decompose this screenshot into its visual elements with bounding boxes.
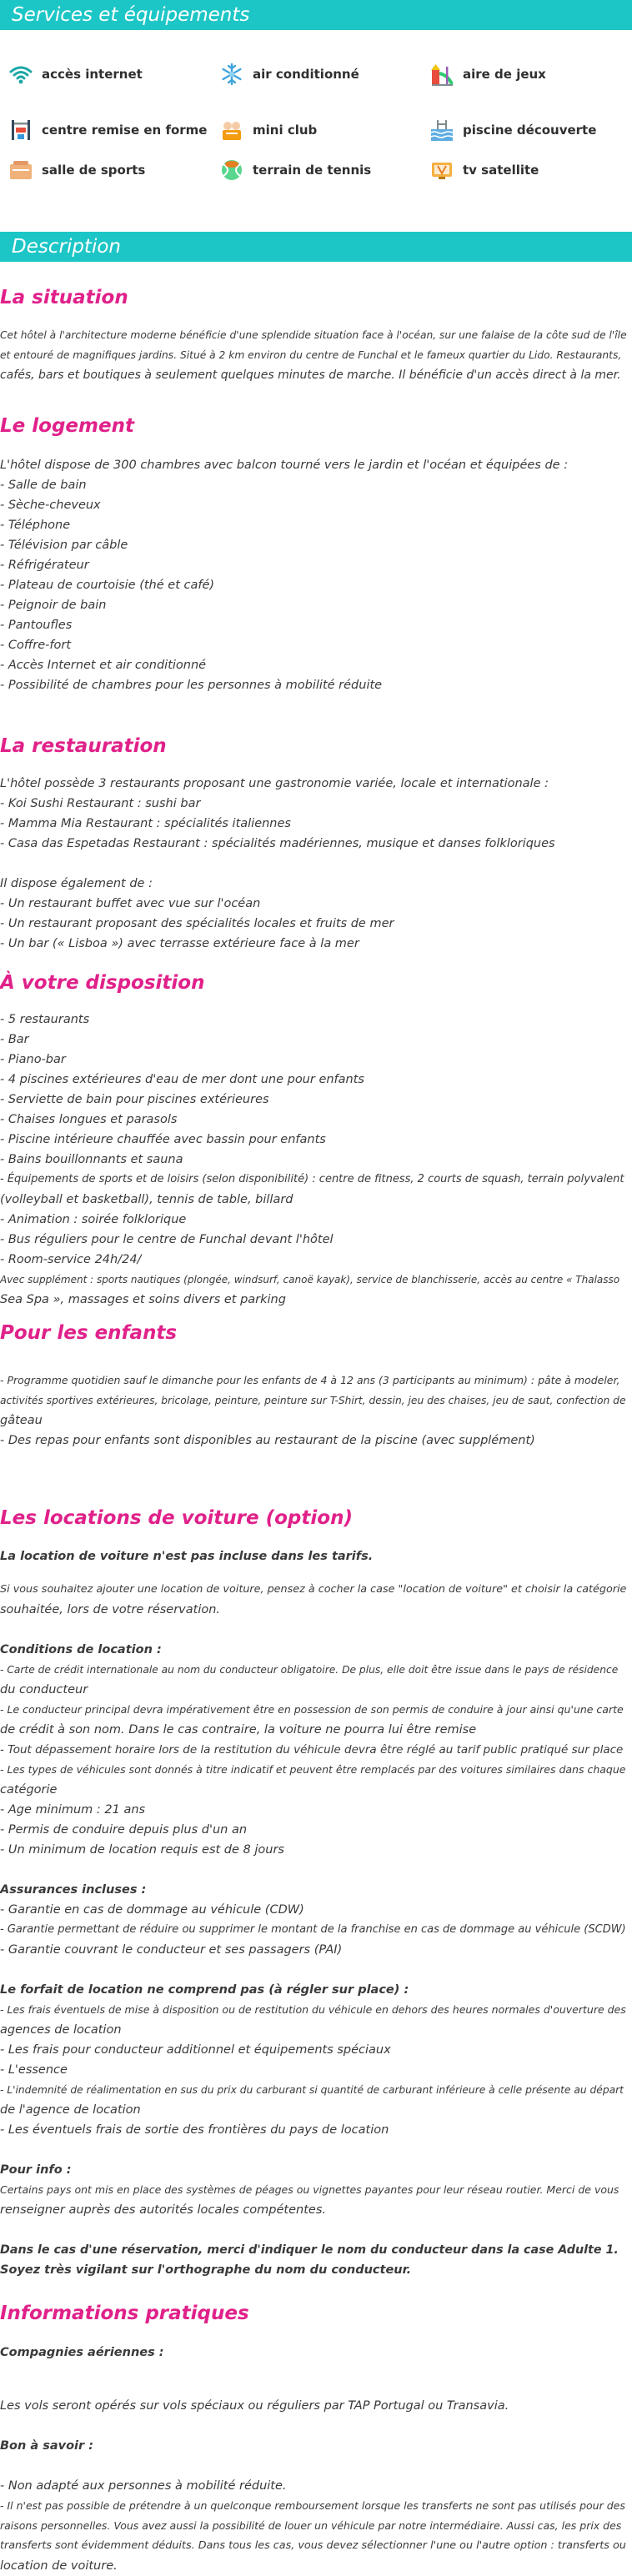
section-body-restauration xyxy=(0,774,627,954)
text-line: - Équipements de sports et de loisirs (selon disponibilité) : centre de fitness, 2 courts de squash, terrain polyvalent xyxy=(0,1173,624,1185)
description-title: Description xyxy=(12,236,121,258)
service-item-fitness xyxy=(8,118,207,143)
text-line: - Accès Internet et air conditionné xyxy=(0,659,207,672)
subheading-assurances: Assurances incluses : xyxy=(0,1883,147,1897)
text-line: Si vous souhaitez ajouter une location de voiture, pensez à cocher la case "location de voiture" et choisir la catégorie xyxy=(0,1583,627,1596)
sports-hall-icon xyxy=(8,158,33,183)
service-item-playground xyxy=(429,62,546,87)
services-title: Services et équipements xyxy=(12,4,250,26)
text-line: - Les frais éventuels de mise à disposition ou de restitution du véhicule en dehors des heures normales d'ouverture des xyxy=(0,2003,626,2016)
text-line: - Garantie couvrant le conducteur et ses passagers (PAI) xyxy=(0,1943,343,1957)
text-line: - Carte de crédit internationale au nom du conducteur obligatoire. De plus, elle doit être issue dans le pays de résidence xyxy=(0,1664,619,1676)
service-item-ac xyxy=(219,62,359,87)
text-line: - Télévision par câble xyxy=(0,539,128,552)
text-line: - 5 restaurants xyxy=(0,1013,90,1026)
text-line: - Non adapté aux personnes à mobilité réduite. xyxy=(0,2479,287,2493)
service-label: air conditionné xyxy=(253,67,359,82)
text-line: - Des repas pour enfants sont disponibles au restaurant de la piscine (avec supplément) xyxy=(0,1434,535,1447)
subheading-conditions: Conditions de location : xyxy=(0,1643,162,1656)
snowflake-icon xyxy=(219,62,244,87)
text-line: transferts sont évidemment déduits. Dans tous les cas, vous devez sélectionner l'une ou l'autre option : transferts ou xyxy=(0,2539,626,2552)
pool-icon xyxy=(429,118,454,143)
text-line: - Réfrigérateur xyxy=(0,559,89,572)
service-label: piscine découverte xyxy=(463,123,597,138)
service-label: tv satellite xyxy=(463,163,539,178)
text-line: souhaitée, lors de votre réservation. xyxy=(0,1603,221,1616)
section-title-disposition: À votre disposition xyxy=(0,972,205,994)
tv-icon xyxy=(429,158,454,183)
text-line: - Animation : soirée folklorique xyxy=(0,1213,187,1226)
text-line: - Casa das Espetadas Restaurant : spécialités madériennes, musique et danses folkloriques xyxy=(0,837,555,850)
text-line: - Peignoir de bain xyxy=(0,599,107,612)
text-line: - Serviette de bain pour piscines extérieures xyxy=(0,1093,269,1106)
fitness-icon xyxy=(8,118,33,143)
text-line-bold: Dans le cas d'une réservation, merci d'indiquer le nom du conducteur dans la case Adulte 1. xyxy=(0,2243,619,2257)
text-line: gâteau xyxy=(0,1414,43,1427)
text-line: cafés, bars et boutiques à seulement quelques minutes de marche. Il bénéficie d'un accès direct à la mer. xyxy=(0,368,621,382)
text-line: - Permis de conduire depuis plus d'un an xyxy=(0,1823,248,1837)
text-line: Sea Spa », massages et soins divers et parking xyxy=(0,1293,286,1306)
text-line: de l'agence de location xyxy=(0,2103,141,2117)
text-line: - Téléphone xyxy=(0,519,71,532)
service-item-tennis xyxy=(219,158,371,183)
text-line: activités sportives extérieures, bricolage, peinture, peinture sur T-Shirt, dessin, jeu des chaises, jeu de saut, confection de xyxy=(0,1395,626,1406)
subheading-savoir: Bon à savoir : xyxy=(0,2439,94,2453)
text-line: - Un bar (« Lisboa ») avec terrasse extérieure face à la mer xyxy=(0,937,359,950)
section-title-situation: La situation xyxy=(0,287,128,308)
text-line: - Bar xyxy=(0,1033,29,1046)
text-line: - Pantoufles xyxy=(0,619,73,632)
text-line: - Piano-bar xyxy=(0,1053,66,1066)
wifi-icon xyxy=(8,62,33,87)
section-title-pratiques: Informations pratiques xyxy=(0,2303,249,2324)
text-line: Avec supplément : sports nautiques (plongée, windsurf, canoë kayak), service de blanchisserie, accès au centre « Thalasso xyxy=(0,1274,620,1285)
text-line: - Tout dépassement horaire lors de la restitution du véhicule devra être réglé au tarif public pratiqué sur place xyxy=(0,1743,624,1757)
tennis-icon xyxy=(219,158,244,183)
text-line: L'hôtel possède 3 restaurants proposant une gastronomie variée, locale et internationale : xyxy=(0,777,549,790)
description-header xyxy=(0,232,632,262)
text-line: - Programme quotidien sauf le dimanche pour les enfants de 4 à 12 ans (3 participants au minimum) : pâte à modeler, xyxy=(0,1374,620,1386)
services-grid xyxy=(0,30,632,187)
text-line: et entouré de magnifiques jardins. Situé à 2 km environ du centre de Funchal et le fameux quartier du Lido. Restaurants, xyxy=(0,349,622,361)
text-line: - Age minimum : 21 ans xyxy=(0,1803,146,1817)
service-label: salle de sports xyxy=(42,163,146,178)
section-body-enfants xyxy=(0,1371,627,1451)
text-line: - L'indemnité de réalimentation en sus du prix du carburant si quantité de carburant inférieure à celle présente au départ xyxy=(0,2084,624,2096)
subheading-forfait: Le forfait de location ne comprend pas (à régler sur place) : xyxy=(0,1983,409,1997)
text-line: Les vols seront opérés sur vols spéciaux ou réguliers par TAP Portugal ou Transavia. xyxy=(0,2399,509,2413)
service-label: accès internet xyxy=(42,67,143,82)
text-line: Cet hôtel à l'architecture moderne bénéficie d'une splendide situation face à l'océan, sur une falaise de la côte sud de l'île xyxy=(0,329,627,341)
text-line: (volleyball et basketball), tennis de table, billard xyxy=(0,1193,293,1206)
text-line: catégorie xyxy=(0,1783,58,1797)
text-line: - Chaises longues et parasols xyxy=(0,1113,178,1126)
section-body-situation xyxy=(0,325,627,385)
text-line: - Les types de véhicules sont donnés à titre indicatif et peuvent être remplacés par des voitures similaires dans chaque xyxy=(0,1763,626,1776)
text-line: - Possibilité de chambres pour les personnes à mobilité réduite xyxy=(0,679,383,692)
mini-club-icon xyxy=(219,118,244,143)
service-item-internet xyxy=(8,62,143,87)
service-label: mini club xyxy=(253,123,318,138)
text-line: Certains pays ont mis en place des systèmes de péages ou vignettes payantes pour leur réseau routier. Merci de vous xyxy=(0,2183,619,2196)
service-label: aire de jeux xyxy=(463,67,546,82)
text-line: - Bains bouillonnants et sauna xyxy=(0,1153,183,1166)
text-line: - 4 piscines extérieures d'eau de mer dont une pour enfants xyxy=(0,1073,364,1086)
text-line: de crédit à son nom. Dans le cas contraire, la voiture ne pourra lui être remise xyxy=(0,1723,477,1737)
text-line: du conducteur xyxy=(0,1683,88,1696)
text-line: - Plateau de courtoisie (thé et café) xyxy=(0,579,215,592)
text-line: - Les éventuels frais de sortie des frontières du pays de location xyxy=(0,2123,389,2137)
section-body-disposition xyxy=(0,1010,627,1310)
text-line: - Un restaurant buffet avec vue sur l'océan xyxy=(0,897,261,910)
section-title-locations: Les locations de voiture (option) xyxy=(0,1507,353,1529)
text-line: - Coffre-fort xyxy=(0,639,72,652)
text-line: - Il n'est pas possible de prétendre à un quelconque remboursement lorsque les transferts ne sont pas utilisés pour des xyxy=(0,2499,625,2512)
text-line: - Room-service 24h/24/ xyxy=(0,1253,142,1266)
text-line: - Sèche-cheveux xyxy=(0,499,101,512)
text-line: - L'essence xyxy=(0,2063,68,2077)
services-header xyxy=(0,0,632,30)
service-item-sports-hall xyxy=(8,158,145,183)
service-item-pool xyxy=(429,118,596,143)
service-label: centre remise en forme xyxy=(42,123,208,138)
text-line: - Les frais pour conducteur additionnel et équipements spéciaux xyxy=(0,2043,391,2057)
text-line: - Koi Sushi Restaurant : sushi bar xyxy=(0,797,201,810)
service-item-miniclub xyxy=(219,118,317,143)
section-title-logement: Le logement xyxy=(0,415,134,437)
section-body-pratiques xyxy=(0,2343,627,2576)
text-line: L'hôtel dispose de 300 chambres avec balcon tourné vers le jardin et l'océan et équipées de : xyxy=(0,459,569,472)
text-line-bold: Soyez très vigilant sur l'orthographe du nom du conducteur. xyxy=(0,2263,412,2277)
text-line: renseigner auprès des autorités locales compétentes. xyxy=(0,2203,326,2217)
text-line: - Garantie en cas de dommage au véhicule (CDW) xyxy=(0,1903,304,1917)
text-line: - Piscine intérieure chauffée avec bassin pour enfants xyxy=(0,1133,326,1146)
text-line: Il dispose également de : xyxy=(0,877,153,890)
section-body-logement xyxy=(0,455,627,695)
section-body-locations xyxy=(0,1546,627,2280)
playground-icon xyxy=(429,62,454,87)
description-content xyxy=(0,262,632,2573)
text-line: agences de location xyxy=(0,2023,122,2037)
text-line xyxy=(0,854,627,874)
text-line: - Le conducteur principal devra impérativement être en possession de son permis de conduire à jour ainsi qu'une carte xyxy=(0,1703,624,1716)
section-title-enfants: Pour les enfants xyxy=(0,1322,178,1344)
text-line: - Garantie permettant de réduire ou supprimer le montant de la franchise en cas de dommage au véhicule (SCDW) xyxy=(0,1923,626,1936)
text-line: raisons personnelles. Vous avez aussi la possibilité de louer un véhicule par notre intermédiaire. Aussi cas, les prix des xyxy=(0,2519,622,2532)
service-label: terrain de tennis xyxy=(253,163,372,178)
text-line: - Mamma Mia Restaurant : spécialités italiennes xyxy=(0,817,291,830)
section-title-restauration: La restauration xyxy=(0,735,167,757)
text-line: - Bus réguliers pour le centre de Funchal devant l'hôtel xyxy=(0,1233,334,1246)
text-line: location de voiture. xyxy=(0,2559,118,2573)
subheading-compagnies: Compagnies aériennes : xyxy=(0,2346,164,2359)
subheading-info: Pour info : xyxy=(0,2163,72,2177)
text-line-bold: La location de voiture n'est pas incluse dans les tarifs. xyxy=(0,1550,374,1563)
service-item-tv xyxy=(429,158,539,183)
text-line: - Un restaurant proposant des spécialités locales et fruits de mer xyxy=(0,917,394,930)
text-line: - Salle de bain xyxy=(0,479,87,492)
text-line: - Un minimum de location requis est de 8 jours xyxy=(0,1843,284,1857)
